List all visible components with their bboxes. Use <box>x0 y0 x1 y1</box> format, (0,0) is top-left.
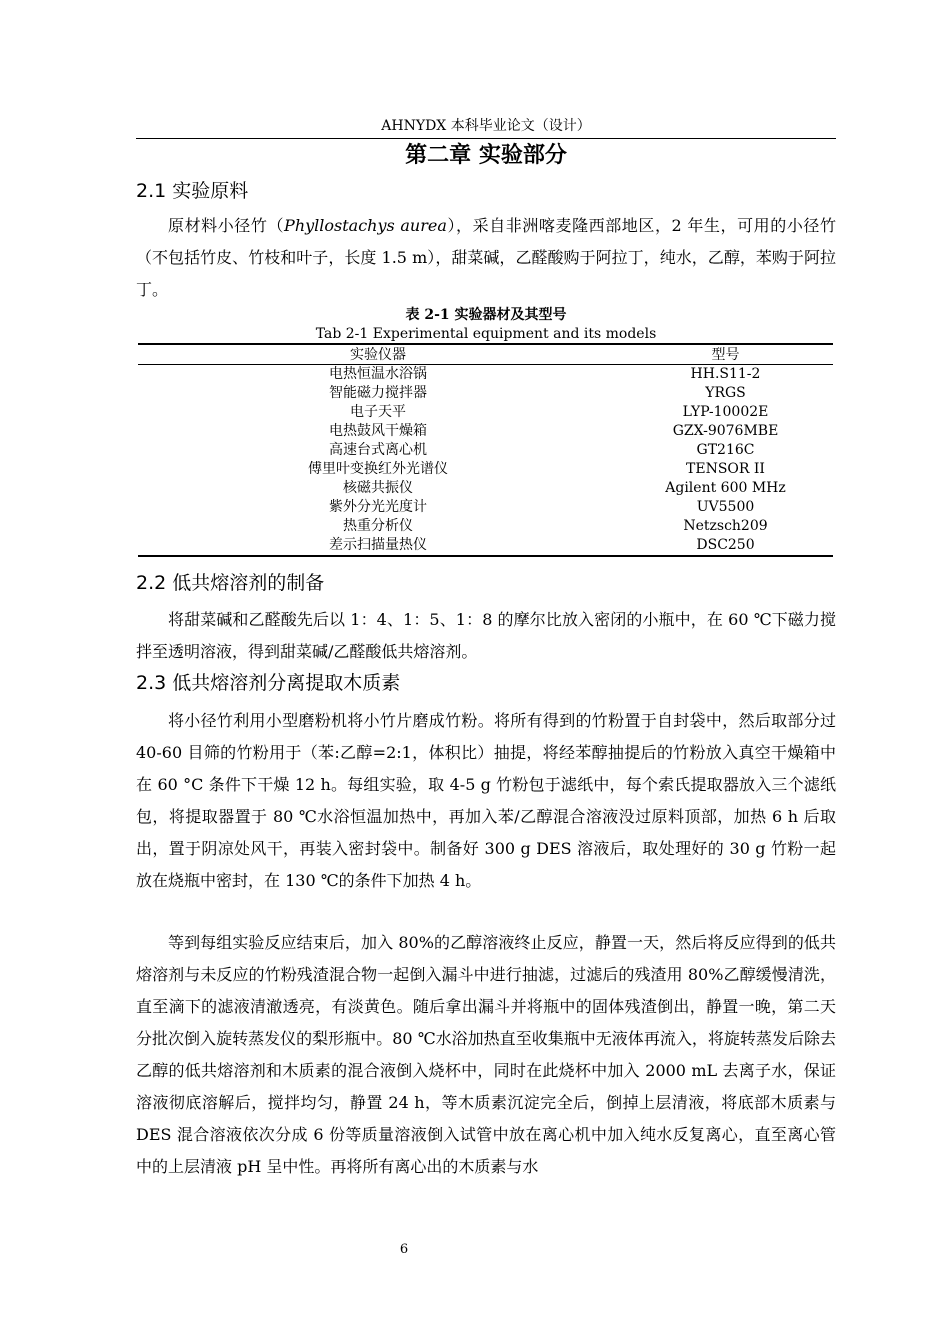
instrument-cell: 智能磁力搅拌器 <box>329 385 427 401</box>
section-heading-2-1: 2.1 实验原料 <box>136 180 249 202</box>
column-header-instrument: 实验仪器 <box>138 344 618 365</box>
page-number: 6 <box>399 1242 409 1257</box>
instrument-cell: 差示扫描量热仪 <box>138 536 618 556</box>
instrument-cell: 紫外分光光度计 <box>329 499 427 515</box>
table-caption-cn: 表 2-1 实验器材及其型号 <box>405 307 567 323</box>
table-row <box>138 460 833 479</box>
model-cell: YRGS <box>705 385 746 401</box>
paragraph-text: ），采自非洲喀麦隆西部地区，2 年生，可用的小径竹（不包括竹皮、竹枝和叶子，长度 1.5 m），甜菜碱，乙醛酸购于阿拉丁，纯水，乙醇，苯购于阿拉丁。 <box>136 216 836 299</box>
model-cell: TENSOR II <box>686 461 765 477</box>
section-heading-2-2: 2.2 低共熔溶剂的制备 <box>136 572 325 594</box>
instrument-cell: 傅里叶变换红外光谱仪 <box>308 461 448 477</box>
table-row <box>138 441 833 460</box>
table-row <box>138 536 833 556</box>
instrument-cell: 电热恒温水浴锅 <box>329 366 427 382</box>
model-cell: DSC250 <box>618 536 833 556</box>
table-row <box>138 517 833 536</box>
paragraph-extraction-2: 等到每组实验反应结束后，加入 80%的乙醇溶液终止反应，静置一天，然后将反应得到的低共熔溶剂与未反应的竹粉残渣混合物一起倒入漏斗中进行抽滤，过滤后的残渣用 80%乙醇缓慢清洗，直至滴下的滤液清澈透亮，有淡黄色。随后拿出漏斗并将瓶中的固体残渣倒出，静置一晚，第二天分批次倒入旋转蒸发仪的梨形瓶中。80 ℃水浴加热直至收集瓶中无液体再流入，将旋转蒸发后除去乙醇的低共熔溶剂和木质素的混合液倒入烧杯中，同时在此烧杯中加入 2000 mL 去离子水，保证溶液彻底溶解后，搅拌均匀，静置 24 h，等木质素沉淀完全后，倒掉上层清液，将底部木质素与 DES 混合溶液依次分成 6 份等质量溶液倒入试管中放在离心机中加入纯水反复离心，直至离心管中的上层清液 pH 呈中性。再将所有离心出的木质素与水 <box>136 933 836 1176</box>
table-row <box>138 403 833 422</box>
model-cell: HH.S11-2 <box>690 366 761 382</box>
model-cell: Netzsch209 <box>683 518 768 534</box>
instrument-cell: 核磁共振仪 <box>343 480 413 496</box>
table-row <box>138 422 833 441</box>
instrument-cell: 电子天平 <box>350 404 406 420</box>
paragraph-preparation: 将甜菜碱和乙醛酸先后以 1：4、1：5、1：8 的摩尔比放入密闭的小瓶中，在 60 ℃下磁力搅拌至透明溶液，得到甜菜碱/乙醛酸低共熔溶剂。 <box>136 610 836 661</box>
species-name: Phyllostachys aurea <box>284 216 447 235</box>
chapter-title: 第二章 实验部分 <box>405 143 567 168</box>
instrument-cell: 电热鼓风干燥箱 <box>329 423 427 439</box>
section-heading-2-3: 2.3 低共熔溶剂分离提取木质素 <box>136 672 401 694</box>
table-row <box>138 384 833 403</box>
table-row <box>138 365 833 385</box>
table-header-row <box>138 344 833 365</box>
table-row <box>138 479 833 498</box>
column-header-model: 型号 <box>618 344 833 365</box>
paragraph-extraction-1: 将小径竹利用小型磨粉机将小竹片磨成竹粉。将所有得到的竹粉置于自封袋中，然后取部分过 40-60 目筛的竹粉用于（苯:乙醇=2:1，体积比）抽提，将经苯醇抽提后的竹粉放入真空干燥箱中在 60 °C 条件下干燥 12 h。每组实验，取 4-5 g 竹粉包于滤纸中，每个索氏提取器放入三个滤纸包，将提取器置于 80 ℃水浴恒温加热中，再加入苯/乙醇混合溶液没过原料顶部，加热 6 h 后取出，置于阴凉处风干，再装入密封袋中。制备好 300 g DES 溶液后，取处理好的 30 g 竹粉一起放在烧瓶中密封，在 130 ℃的条件下加热 4 h。 <box>136 711 836 890</box>
table-caption-en: Tab 2-1 Experimental equipment and its models <box>315 326 657 342</box>
equipment-table <box>138 343 833 557</box>
header-rule <box>136 138 836 139</box>
model-cell: GZX-9076MBE <box>672 423 779 439</box>
model-cell: LYP-10002E <box>682 404 769 420</box>
model-cell: UV5500 <box>696 499 755 515</box>
running-header: AHNYDX 本科毕业论文（设计） <box>381 118 591 134</box>
instrument-cell: 高速台式离心机 <box>329 442 427 458</box>
instrument-cell: 热重分析仪 <box>343 518 413 534</box>
paragraph-materials <box>136 210 836 306</box>
model-cell: GT216C <box>696 442 755 458</box>
model-cell: Agilent 600 MHz <box>665 480 786 496</box>
paragraph-text: 原材料小径竹（ <box>168 216 285 235</box>
table-row <box>138 498 833 517</box>
